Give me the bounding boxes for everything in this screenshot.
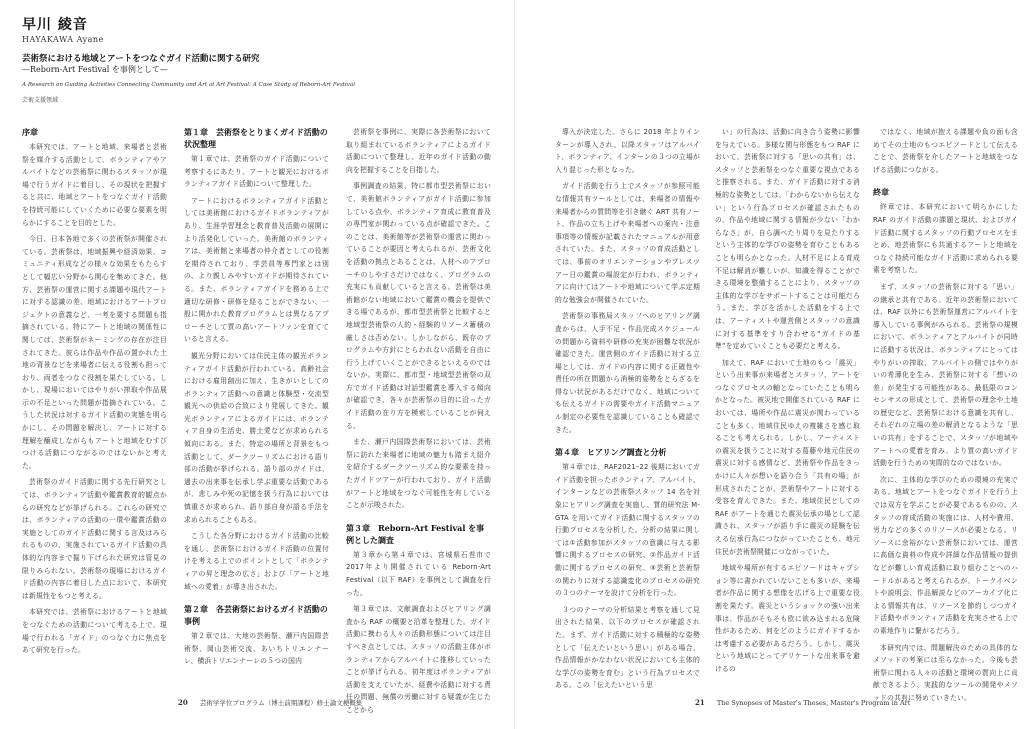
thesis-title: 芸術祭における地域とアートをつなぐガイド活動に関する研究 bbox=[22, 54, 260, 64]
text-column-2 bbox=[184, 126, 329, 666]
body-paragraph: 終章では、本研究において明らかにした RAF のガイド活動の課題と現状、およびガイド活動に関するスタッフの行動プロセスをまとめ、地芸術祭にも共通するアートと地域をつなぐ持続可能なガイド活動に求められる要素を考察した。 bbox=[873, 203, 1018, 275]
body-paragraph: 地域や場所が有するエピソードはキャプション等に書かれていないことも多いが、来場者が作品に関する想像を広げる上で重要な役割を果たす。震災というショックの強い出来事は、作品がそもそも欧に欲み込まれる危険性があるため、何をどのようにガイドするかは考慮する必要があるだろう。しかし、震災という地域にとってデリケートな出来事を避けるの bbox=[715, 564, 860, 673]
text-column-4 bbox=[555, 126, 700, 690]
body-paragraph: 芸術祭を事例に、実際に各芸術祭において取り組まれているボランティアによるガイド活動について整理し、近年のガイド活動の動向を把握することを目指した。 bbox=[346, 128, 491, 174]
text-column-5 bbox=[715, 126, 860, 673]
body-paragraph: 芸術祭の事務局スタッフへのヒアリング調査からは、人手不足・作品完成スケジュールの問題から資料や研修の充実が困難な状況が確認できた。運営側のガイド活動に対する立場としては、ガイドの内容に関する正確性や責任の所在問題から消極的姿勢をとらざるを得ない状況があるだけでなく、地域についても伝えるガイドの需要やガイド活動マニュアル制定の必要性を認識していることも確認できた。 bbox=[555, 312, 700, 434]
body-paragraph: 導入が決定した。さらに 2018 年よりインターンが導入され、以降スタッフはアルバイト、ボランティア、インターンの３つの立場が入り混じった形となった。 bbox=[555, 128, 700, 174]
page-footer bbox=[178, 698, 362, 707]
body-paragraph: 第１章では、芸術祭のガイド活動について考察するにあたり、アートと観光におけるボランティアガイド活動について整理した。 bbox=[184, 155, 329, 189]
section-heading: 第４章 ヒアリング調査と分析 bbox=[555, 447, 667, 458]
body-paragraph: 事例調査の結果、特に都市型芸術祭において、美術館ボランティアがガイド活動に参加している点や、ボランティア育成に教育普及の専門家が関わっている点が確認できた。このことは、美術館等が芸術祭の運営に関わっていることが要因と考えられるが、芸術文化を活動の拠点とあることは、人材へのアプローチのしやすさだけではなく、プログラムの充実にも貢献していると言える。芸術祭は美術館がない地域において鑑賞の機会を提供できる場であるが、都市型芸術祭と比較すると地域型芸術祭の人的・経験的リソース蓄積の厳しさは否めない。しかしながら、既存のプログラムや方針にとらわれない活動を自由に行う上げていくことができるといえるのではないか。実際に、都市型・地域型芸術祭の双方でガイド活動は対話型鑑賞を導入する傾向が確認でき、各々が芸術祭の目的に沿ったガイド活動の在り方を模索していることが伺える。 bbox=[346, 182, 491, 430]
body-paragraph: アートにおけるボランティアガイド活動としては美術館におけるガイドボランティアがあり、生涯学習理念と教育普及活動の展開により活発化していった。美術館のボランティアは、美術館と来場者の仲介者としての役割を期待されており、学芸員等専門家とは別の、より親しみやすいガイドが期待されている。また、ボランティアガイドを務める上で適切な研修・研修を経ることができない、一般に開かれた教育プログラムとは異なるアプローチとして質の高いアートファンを育てていると言える。 bbox=[184, 196, 329, 344]
body-paragraph: また、瀬戸内国際芸術祭においては、芸術祭に訪れた来場者に地域の魅力も踏まえ紹介を紹介するダークツーリズム的な要素を持ったガイドツアーが行われており、ガイド活動がアートと地域をつなぐ可能性を有していることが示唆された。 bbox=[346, 438, 491, 510]
page-footer bbox=[695, 698, 910, 707]
body-paragraph: こうした各分野におけるガイド活動の比較を通し、芸術祭におけるガイド活動の位置付けを考える上でのポイントとして「ボランティアの昇と理念の広さ」および「アートと地域への愛着」が導き出された。 bbox=[184, 532, 329, 591]
footer-caption: 芸術学学位プログラム（博士前期課程）修士論文梗概集 bbox=[199, 699, 363, 707]
affiliation: 芸術支援領域 bbox=[22, 97, 59, 104]
section-heading: 序章 bbox=[22, 127, 38, 137]
right-page bbox=[515, 0, 1030, 729]
page-number: 21 bbox=[695, 698, 705, 707]
body-paragraph: 第４章では、RAF2021–22 後期においてガイド活動を担ったボランティア、アルバイト、インターンなどの芸術祭スタッフ 14 名を対象にヒアリング調査を実施し、質的研究法 M-GTA を用いてガイド活動に関するスタッフの行動プロセスを分析した。分析の結果に関しては①活動参加がスタッフの意識に与える影響に関するプロセスの研究、②作品ガイド活動に関するプロセスの研究、③芸術と芸術祭の関わりに対する認識変化のプロセスの研究の３つのテーマを設けて分析を行った。 bbox=[555, 463, 700, 598]
thesis-title-english: A Research on Guiding Activities Connecting Community and Art at Art Festival: A Case Study of Reborn-Art Festival bbox=[22, 82, 356, 88]
thesis-subtitle: —Reborn-Art Festival を事例として— bbox=[22, 65, 168, 74]
body-paragraph: 第３章では、文献調査およびヒアリング調査から RAF の概要と沿革を整理した。ガイド活動に携わる人々の活動形態については注目すべき点としては、スタッフの活動主体がボランティアからアルバイトに推移していったことが挙げられる。初年度はボランティアが活動を支えていたが、経費や活動に対する責任の問題、無償の労働に対する疑義が生じたことから bbox=[346, 605, 491, 714]
body-paragraph: まず、スタッフの芸術祭に対する「思い」の継承と共有である。近年の芸術祭においては、RAF 以外にも芸術祭運営にアルバイトを導入している事例がみられる。芸術祭の規模において、ボランティアとアルバイトが同時に活動する状況は、ボランティアにとってはやりがいの搾取、アルバイトの側ではやりがいの希薄化を生み、芸術祭に対する「想いの差」が発生する可能性がある。最低限のコンセンサスの形成として、芸術祭の理念や土地の歴史など、芸術祭における意識を共有し、それぞれの立場の差の解消となるような「思いの共有」をすることで、スタッフが地域やアートへの愛着を育み、より質の高いガイド活動を行うための実際的なのではないか。 bbox=[873, 282, 1018, 468]
footer-caption: The Synopses of Master's Theses, Master's Program in Art bbox=[716, 699, 911, 707]
body-paragraph: ３つのテーマの分析結果と考察を通して見出された結果、以下のプロセスが確認された。まず、ガイド活動に対する積極的な姿勢として「伝えたいという思い」がある場合、作品情報がかなわない状況においても主体的な学びの姿勢を育む」という行為プロセスである。この「伝えたいという思 bbox=[555, 605, 700, 690]
body-paragraph: 本研究では、芸術祭におけるアートと地域をつなぐための活動について考える上で、現場で行われる「ガイド」のつなぐ力に焦点をあて研究を行った。 bbox=[22, 608, 167, 655]
body-paragraph: 本研究内では、問題解決のための具体的なメソッドの考案には至らなかった。今後も芸術祭に関わる人々の活動と環境の質向上に貢献できるよう、実践的なツールの開発やメソッドの共有に努めていきたい。 bbox=[873, 643, 1018, 702]
author-name: 早川 綾音 bbox=[22, 17, 88, 33]
section-heading: 第１章 芸術祭をとりまくガイド活動の状況整理 bbox=[184, 127, 328, 149]
text-column-3 bbox=[346, 126, 491, 714]
body-paragraph: 芸術祭のガイド活動に関する先行研究としては、ボランティア活動や鑑賞教育的観点からの研究などが挙げられる。これらの研究では、ボランティアの活動の一環や鑑賞活動の実施としてのガイド活動に関する言及はみられるものの、実施されているガイド活動の具体的な内容まで掘り下げられた研究は管見の限りみられない。芸術祭の現場におけるガイド活動の内容に着目した点において、本研究は新規性をもつと考える。 bbox=[22, 478, 167, 600]
text-column-1 bbox=[22, 126, 167, 666]
section-heading: 終章 bbox=[873, 187, 889, 198]
body-paragraph: 第３章から第４章では、宮城県石巻市で2017年より開催されている Reborn-Art Festival（以下 RAF）を事例として調査を行った。 bbox=[346, 550, 491, 597]
page-number: 20 bbox=[178, 698, 188, 707]
body-paragraph: い」の行為は、活動に向き合う姿勢に影響を与えている。多様な関与形態をもつ RAF において、芸術祭に対する「思いの共有」は、スタッフと芸術祭をつなぐ重要な視点であると推察される。また、ガイド活動に対する消極的な姿勢としては、「わからないから伝えない」という行為プロセスが確認されたものの、作品や地域に関する情報が少ない「わからなさ」が、自ら調べたり周りを見たりするという主体的な学びの姿勢を育むこともあることも明らかとなった。人材不足による育成不足は解消が難しいが、知識を得ることができる環境を整備することにより、スタッフの主体的な学びをサポートすることは可能だろう。また、学びを活かした活動をする上では、アーティストや運営側とスタッフの意識に対する基準をすり合わせる“ガイドの基準”を定めていくことも必要だと考える。 bbox=[715, 128, 860, 351]
section-heading: 第３章 Reborn-Art Festival を事例とした調査 bbox=[346, 522, 485, 545]
body-paragraph: ガイド活動を行う上でスタッフが参照可能な情報共有ツールとしては、来場者の情報や来場者からの質問等を引き継ぐ ART 共有ノート、作品の立ち上げや来場者への案内・注意事項等の情報が記載されたマニュアルが用意されていた。また、スタッフの育成活動としては、事前のオリエンテーションやプレスツアー日の鑑賞の場設定が行われ、ボランティアに向けてはアートや地域について学ぶ定期的な勉強会が開催されていた。 bbox=[555, 182, 700, 304]
body-paragraph: 観光分野においては住民主体の観光ボランティアガイド活動が行われている。高齢社会における雇用創出に加え、生きがいとしてのボランティア活動への意識と体験型・交流型観光への供給の合致により発展してきた。観光ボランティアによるガイドには、ボランティア自身の生活史、勝土愛などが求められる傾向にある。また、特定の場所と背景をもつ活動として、ダークツーリズムにおける語り部の活動が挙げられる。語り部のガイドは、過去の出来事を伝承し学ぶ重要な活動であるが、悲しみや死の記憶を扱う行為においては慎重さが求められ、語り部自身が語る手法を求められることもある。 bbox=[184, 351, 329, 524]
body-paragraph: ではなく、地域が抱える課題や負の面も含めてその土地のもつエピソードとして伝えることで、芸術祭を介したアートと地域をつなげる活動につながる。 bbox=[873, 128, 1018, 174]
body-paragraph: 今日、日本各地で多くの芸術祭が開催されている。芸術祭は、地域振興や経済効果、コミュニティ形成などの様々な効果をもたらすとして幅広い分野から関心を集めてきた。他方、芸術祭の運営に関する課題や現代アートに対する認識の差、地域におけるアートプロジェクトの意義など、一考を要する問題も指摘されている。特にアートと地域の関係性に関しては、芸術祭がネーミングの存在が注目されてきた。彼らは作品や作品の置かれた土地の背景などを来場者に伝える役割も担っており、両者をつなぐ役割を果たしている。しかし、現場においてはやりがい搾取や作品展示の不足といった問題が指摘されている。こうした状況は対するガイド活動の実態を明らかにし、その問題を解決し、アートに対する理解を醸成しながらもアートと地域をむすびつける活動につながるのではないかと考えた。 bbox=[22, 235, 167, 470]
body-paragraph: 次に、主体的な学びのための環境の充実である。地域とアートをつなぐガイドを行う上では双方を学ぶことが必要であるものの、スタッフの育成活動の実施には、人材や費用、労力などの多くのリソースが必要となる。リソースに余裕がない芸術祭においては、運営に高価な資料の作成や詳細な作品情報の提供などが難しい育成活動に取り組むことへのハードルがあると考えられるが、トークイベントや説明会、作品解説などのアーカイブ化による情報共有は、リソースを節約しつつガイド活動やボランティア活動を充実させる上での素地作りに繋がるだろう。 bbox=[873, 475, 1018, 635]
author-roman-name: HAYAKAWA Ayane bbox=[22, 35, 104, 44]
body-paragraph: 加えて、RAF において土地のもつ「震災」という出来事が来場者とスタッフ、アートをつなぐプロセスの軸となっていたことも明らかとなった。被災地で開催されている RAF においては、場所や作品に震災が関わっていることも多く、地域住民ゆえの複雑さを感じ取ることも考えられる。しかし、アーティストの震災を扱うことに対する葛藤や地元住民の震災に対する感情など、芸術祭や作品をきっかけに人々が想いを語り合う「共有の場」が形成されたことが、芸術祭やアートに対する受容を育んできた。また、地域住民としての RAF がアートを通じた震災伝承の場として認識され、スタッフが語り手に震災の経験を伝える伝承行為につながっていたことも、地元住民が芸術祭開催につながっていた。 bbox=[715, 358, 860, 556]
text-column-6 bbox=[873, 126, 1018, 702]
body-paragraph: 本研究では、アートと地域、来場者と芸術祭を媒介する活動として、ボランティアやアルバイトなどの芸術祭に関わるスタッフが現場で行うガイドに着目し、その現状を把握すると共に、地域とアートをつなぐガイド活動を持続可能にしていくために必要な要素を明らかにすることを目的とした。 bbox=[22, 143, 167, 227]
body-paragraph: 第２章では、大地の芸術祭、瀬戸内国際芸術祭、岡山芸術交流、あいちトリエンナーレ、横浜トリエンナーレの５つの国内 bbox=[184, 632, 329, 666]
section-heading: 第２章 各芸術祭におけるガイド活動の事例 bbox=[184, 604, 328, 627]
